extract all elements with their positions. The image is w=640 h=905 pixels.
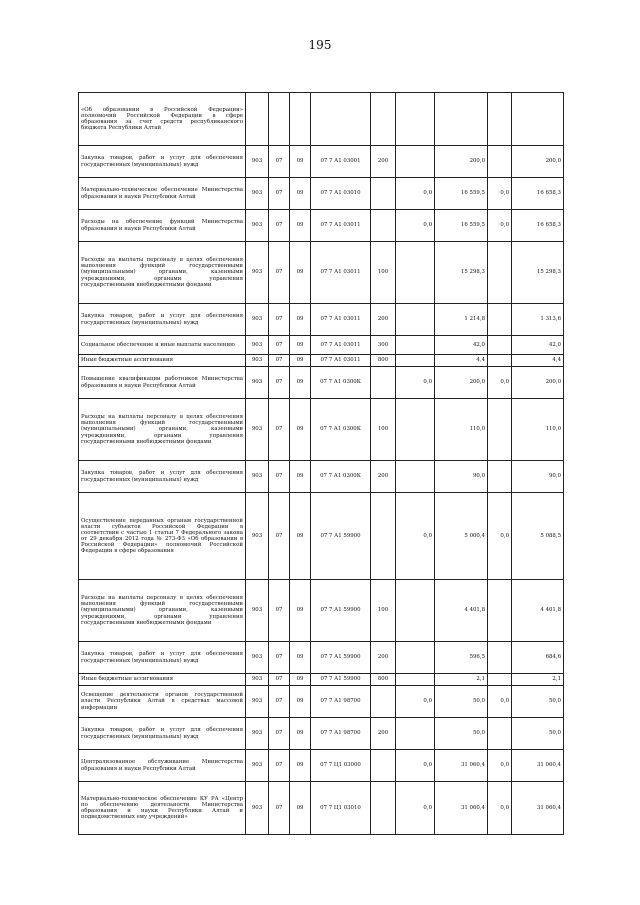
sum-2-cell: 50,0 (435, 686, 488, 718)
item-name-cell: Повышение квалификации работников Министерства образования и науки Республики Алтай (79, 367, 246, 399)
sum-2-cell: 16 559,5 (435, 210, 488, 242)
sum-1-cell (396, 718, 435, 750)
sum-2-cell: 31 060,4 (435, 782, 488, 835)
table-row (79, 178, 564, 210)
item-name-cell: «Об образовании в Российской Федерации» полномочий Российской Федерации в сфере образования за счет средств республиканского бюджета Республики Алтай (79, 93, 246, 146)
section-cell: 07 (269, 750, 290, 782)
target-article-cell: 07 7 А1 03011 (311, 355, 371, 367)
sum-4-cell: 90,0 (512, 461, 564, 493)
section-cell: 07 (269, 242, 290, 304)
sum-4-cell (512, 93, 564, 146)
target-article-cell: 07 7 А1 03011 (311, 304, 371, 336)
sum-3-cell (488, 355, 512, 367)
sum-3-cell: 0,0 (488, 493, 512, 580)
target-article-cell: 07 7 А1 03011 (311, 336, 371, 355)
expense-type-cell (371, 210, 396, 242)
section-cell: 07 (269, 718, 290, 750)
sum-2-cell: 596,5 (435, 642, 488, 674)
item-name-cell: Осуществление переданных органам государственной власти субъектов Российской Федерации в соответствии с частью 1 статьи 7 Федерального закона от 29 декабря 2012 года № 273-ФЗ «Об образовании в Российской Федерации» полномочий Российской Федерации в сфере образования (79, 493, 246, 580)
item-name-cell: Иные бюджетные ассигнования (79, 674, 246, 686)
sum-1-cell: 0,0 (396, 750, 435, 782)
target-article-cell: 07 7 А1 59900 (311, 580, 371, 642)
table-row (79, 367, 564, 399)
section-cell (269, 93, 290, 146)
sum-2-cell: 16 559,5 (435, 178, 488, 210)
expense-type-cell: 800 (371, 674, 396, 686)
expense-type-cell: 800 (371, 355, 396, 367)
sum-3-cell: 0,0 (488, 367, 512, 399)
subsection-cell: 09 (290, 210, 311, 242)
item-name-cell: Освещение деятельности органов государственной власти Республики Алтай в средствах массовой информации (79, 686, 246, 718)
admin-code-cell: 903 (246, 210, 269, 242)
expense-type-cell: 100 (371, 580, 396, 642)
sum-4-cell: 16 658,3 (512, 178, 564, 210)
sum-3-cell: 0,0 (488, 210, 512, 242)
target-article-cell: 07 7 А1 0300К (311, 399, 371, 461)
sum-4-cell: 4 401,8 (512, 580, 564, 642)
subsection-cell: 09 (290, 304, 311, 336)
sum-3-cell (488, 93, 512, 146)
sum-4-cell: 684,6 (512, 642, 564, 674)
sum-2-cell: 42,0 (435, 336, 488, 355)
sum-4-cell: 110,0 (512, 399, 564, 461)
expense-type-cell (371, 178, 396, 210)
sum-2-cell: 1 214,8 (435, 304, 488, 336)
admin-code-cell: 903 (246, 399, 269, 461)
subsection-cell: 09 (290, 642, 311, 674)
expense-type-cell: 100 (371, 242, 396, 304)
sum-2-cell: 4 401,8 (435, 580, 488, 642)
section-cell: 07 (269, 210, 290, 242)
table-row (79, 642, 564, 674)
table-row (79, 355, 564, 367)
sum-4-cell: 2,1 (512, 674, 564, 686)
page-number: 195 (308, 38, 332, 52)
section-cell: 07 (269, 674, 290, 686)
sum-4-cell: 1 313,6 (512, 304, 564, 336)
section-cell: 07 (269, 304, 290, 336)
table-row (79, 304, 564, 336)
expense-type-cell: 300 (371, 336, 396, 355)
sum-4-cell: 31 060,4 (512, 782, 564, 835)
section-cell: 07 (269, 493, 290, 580)
sum-4-cell: 4,4 (512, 355, 564, 367)
section-cell: 07 (269, 399, 290, 461)
target-article-cell: 07 7 А1 98700 (311, 686, 371, 718)
subsection-cell: 09 (290, 493, 311, 580)
subsection-cell: 09 (290, 782, 311, 835)
table-row (79, 580, 564, 642)
target-article-cell: 07 7 А1 03011 (311, 210, 371, 242)
item-name-cell: Материально-техническое обеспечение Министерства образования и науки Республики Алтай (79, 178, 246, 210)
table-row (79, 674, 564, 686)
item-name-cell: Социальное обеспечение и иные выплаты населению (79, 336, 246, 355)
admin-code-cell: 903 (246, 686, 269, 718)
table-row (79, 93, 564, 146)
section-cell: 07 (269, 367, 290, 399)
item-name-cell: Расходы на обеспечение функций Министерства образования и науки Республики Алтай (79, 210, 246, 242)
sum-2-cell: 15 298,3 (435, 242, 488, 304)
sum-3-cell (488, 642, 512, 674)
sum-3-cell: 0,0 (488, 750, 512, 782)
subsection-cell: 09 (290, 178, 311, 210)
subsection-cell: 09 (290, 686, 311, 718)
target-article-cell: 07 7 А1 03001 (311, 146, 371, 178)
expense-type-cell (371, 93, 396, 146)
table-row (79, 399, 564, 461)
table-row (79, 461, 564, 493)
sum-1-cell: 0,0 (396, 210, 435, 242)
sum-1-cell (396, 242, 435, 304)
target-article-cell: 07 7 А1 0300К (311, 367, 371, 399)
expense-type-cell: 200 (371, 718, 396, 750)
budget-table (78, 92, 564, 835)
sum-1-cell (396, 304, 435, 336)
target-article-cell: 07 7 А1 98700 (311, 718, 371, 750)
admin-code-cell: 903 (246, 674, 269, 686)
section-cell: 07 (269, 355, 290, 367)
admin-code-cell: 903 (246, 580, 269, 642)
sum-4-cell: 5 088,5 (512, 493, 564, 580)
section-cell: 07 (269, 336, 290, 355)
sum-2-cell: 31 060,4 (435, 750, 488, 782)
sum-1-cell (396, 461, 435, 493)
sum-1-cell: 0,0 (396, 686, 435, 718)
subsection-cell: 09 (290, 242, 311, 304)
admin-code-cell: 903 (246, 355, 269, 367)
sum-1-cell (396, 580, 435, 642)
sum-4-cell: 200,0 (512, 146, 564, 178)
sum-4-cell: 42,0 (512, 336, 564, 355)
item-name-cell: Централизованное обслуживание Министерства образования и науки Республики Алтай (79, 750, 246, 782)
item-name-cell: Закупка товаров, работ и услуг для обеспечения государственных (муниципальных) нужд (79, 304, 246, 336)
target-article-cell: 07 7 А1 0300К (311, 461, 371, 493)
item-name-cell: Расходы на выплаты персоналу в целях обеспечения выполнения функций государственными (муниципальными) органами, казенными учреждениями, органами управления государственными внебюджетными фондами (79, 242, 246, 304)
expense-type-cell (371, 493, 396, 580)
expense-type-cell (371, 782, 396, 835)
sum-1-cell (396, 93, 435, 146)
sum-3-cell (488, 146, 512, 178)
subsection-cell: 09 (290, 718, 311, 750)
sum-1-cell (396, 674, 435, 686)
item-name-cell: Материально-техническое обеспечение КУ РА «Центр по обеспечению деятельности Министерства образования и науки Республики Алтай и подведомственных ему учреждений» (79, 782, 246, 835)
item-name-cell: Расходы на выплаты персоналу в целях обеспечения выполнения функций государственными (муниципальными) органами, казенными учреждениями, органами управления государственными внебюджетными фондами (79, 399, 246, 461)
admin-code-cell: 903 (246, 146, 269, 178)
item-name-cell: Иные бюджетные ассигнования (79, 355, 246, 367)
table-row (79, 146, 564, 178)
budget-table-body (79, 93, 564, 835)
item-name-cell: Закупка товаров, работ и услуг для обеспечения государственных (муниципальных) нужд (79, 642, 246, 674)
target-article-cell: 07 7 А1 59900 (311, 642, 371, 674)
sum-4-cell: 200,0 (512, 367, 564, 399)
target-article-cell: 07 7 Ц1 03000 (311, 750, 371, 782)
section-cell: 07 (269, 642, 290, 674)
sum-1-cell (396, 355, 435, 367)
subsection-cell: 09 (290, 355, 311, 367)
target-article-cell: 07 7 А1 59900 (311, 493, 371, 580)
section-cell: 07 (269, 146, 290, 178)
subsection-cell: 09 (290, 336, 311, 355)
sum-2-cell: 110,0 (435, 399, 488, 461)
subsection-cell: 09 (290, 674, 311, 686)
sum-1-cell: 0,0 (396, 178, 435, 210)
sum-2-cell: 2,1 (435, 674, 488, 686)
admin-code-cell: 903 (246, 461, 269, 493)
section-cell: 07 (269, 178, 290, 210)
table-row (79, 493, 564, 580)
sum-4-cell: 16 658,3 (512, 210, 564, 242)
table-row (79, 750, 564, 782)
sum-3-cell: 0,0 (488, 686, 512, 718)
table-row (79, 686, 564, 718)
subsection-cell: 09 (290, 461, 311, 493)
sum-1-cell: 0,0 (396, 367, 435, 399)
subsection-cell: 09 (290, 750, 311, 782)
sum-3-cell: 0,0 (488, 782, 512, 835)
admin-code-cell: 903 (246, 782, 269, 835)
item-name-cell: Расходы на выплаты персоналу в целях обеспечения выполнения функций государственными (муниципальными) органами, казенными учреждениями, органами управления государственными внебюджетными фондами (79, 580, 246, 642)
sum-3-cell (488, 304, 512, 336)
expense-type-cell (371, 750, 396, 782)
sum-2-cell: 50,0 (435, 718, 488, 750)
sum-2-cell: 200,0 (435, 367, 488, 399)
section-cell: 07 (269, 782, 290, 835)
table-row (79, 336, 564, 355)
admin-code-cell: 903 (246, 336, 269, 355)
table-row (79, 210, 564, 242)
admin-code-cell (246, 93, 269, 146)
sum-1-cell: 0,0 (396, 782, 435, 835)
target-article-cell: 07 7 Ц1 03010 (311, 782, 371, 835)
sum-2-cell: 5 000,4 (435, 493, 488, 580)
admin-code-cell: 903 (246, 242, 269, 304)
sum-3-cell (488, 399, 512, 461)
expense-type-cell: 200 (371, 461, 396, 493)
table-row (79, 782, 564, 835)
sum-2-cell (435, 93, 488, 146)
subsection-cell: 09 (290, 146, 311, 178)
sum-2-cell: 4,4 (435, 355, 488, 367)
sum-3-cell (488, 336, 512, 355)
expense-type-cell (371, 367, 396, 399)
admin-code-cell: 903 (246, 642, 269, 674)
admin-code-cell: 903 (246, 750, 269, 782)
sum-4-cell: 31 060,4 (512, 750, 564, 782)
sum-3-cell (488, 718, 512, 750)
subsection-cell: 09 (290, 399, 311, 461)
section-cell: 07 (269, 461, 290, 493)
admin-code-cell: 903 (246, 304, 269, 336)
sum-1-cell (396, 336, 435, 355)
sum-1-cell (396, 146, 435, 178)
target-article-cell: 07 7 А1 03011 (311, 242, 371, 304)
admin-code-cell: 903 (246, 718, 269, 750)
sum-3-cell (488, 461, 512, 493)
table-row (79, 242, 564, 304)
item-name-cell: Закупка товаров, работ и услуг для обеспечения государственных (муниципальных) нужд (79, 146, 246, 178)
sum-4-cell: 15 298,3 (512, 242, 564, 304)
target-article-cell (311, 93, 371, 146)
sum-3-cell: 0,0 (488, 178, 512, 210)
sum-3-cell (488, 580, 512, 642)
section-cell: 07 (269, 580, 290, 642)
expense-type-cell: 200 (371, 304, 396, 336)
admin-code-cell: 903 (246, 493, 269, 580)
admin-code-cell: 903 (246, 178, 269, 210)
expense-type-cell: 200 (371, 642, 396, 674)
expense-type-cell: 100 (371, 399, 396, 461)
subsection-cell: 09 (290, 367, 311, 399)
sum-1-cell (396, 642, 435, 674)
admin-code-cell: 903 (246, 367, 269, 399)
sum-1-cell (396, 399, 435, 461)
section-cell: 07 (269, 686, 290, 718)
expense-type-cell: 200 (371, 146, 396, 178)
subsection-cell (290, 93, 311, 146)
sum-2-cell: 200,0 (435, 146, 488, 178)
sum-1-cell: 0,0 (396, 493, 435, 580)
sum-4-cell: 50,0 (512, 686, 564, 718)
sum-2-cell: 90,0 (435, 461, 488, 493)
sum-3-cell (488, 674, 512, 686)
target-article-cell: 07 7 А1 59900 (311, 674, 371, 686)
expense-type-cell (371, 686, 396, 718)
table-row (79, 718, 564, 750)
sum-4-cell: 50,0 (512, 718, 564, 750)
subsection-cell: 09 (290, 580, 311, 642)
item-name-cell: Закупка товаров, работ и услуг для обеспечения государственных (муниципальных) нужд (79, 461, 246, 493)
item-name-cell: Закупка товаров, работ и услуг для обеспечения государственных (муниципальных) нужд (79, 718, 246, 750)
sum-3-cell (488, 242, 512, 304)
target-article-cell: 07 7 А1 03010 (311, 178, 371, 210)
